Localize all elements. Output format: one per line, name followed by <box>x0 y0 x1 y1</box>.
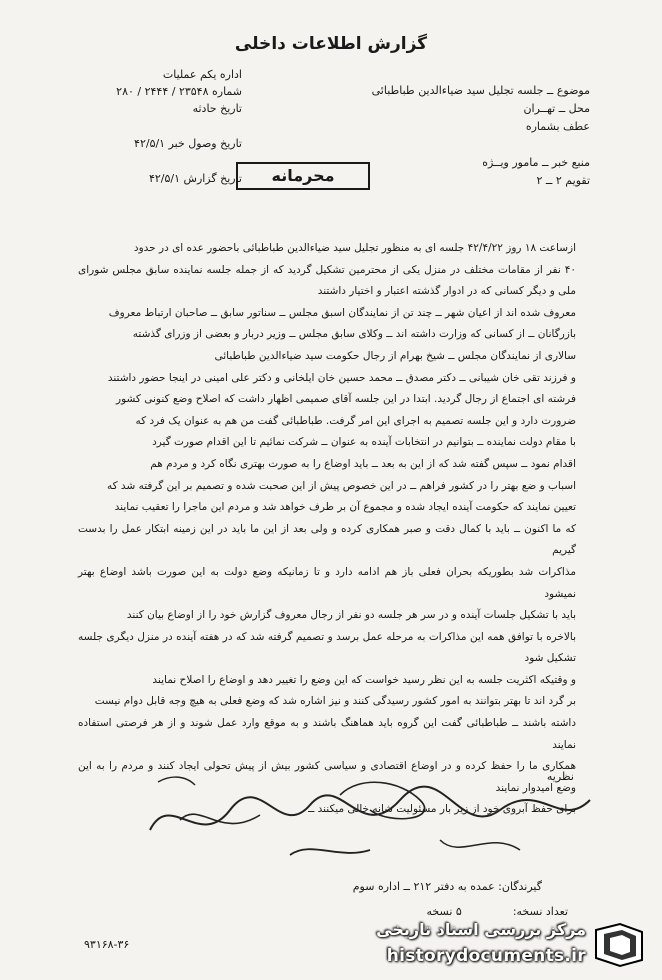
report-date-line: تاریخ گزارش ۴۲/۵/۱ <box>148 172 242 185</box>
body-line: بر گرد اند تا بهتر بتوانند به امور کشور رسیدگی کنند و نیز اشاره شد که وضع فعلی به هیچ وجه قابل دوام نیست <box>94 695 576 708</box>
body-line: بالاخره با توافق همه این مذاکرات به مرحله عمل برسد و تصمیم گرفته شد که در هفته آینده در منزل دیگری جلسه تشکیل شود <box>78 630 576 665</box>
body-line: که ما اکنون ــ باید با کمال دقت و صبر همکاری کرده و ولی بعد از این ما باید در این زمینه ابتکار عمل را بدست گیریم <box>78 522 576 557</box>
body-line: برای حفظ آبروی خود از زیر بار مسئولیت شانه خالی میکنند ــ <box>308 803 576 816</box>
body-line: همکاری ما را حفظ کرده و در اوضاع اقتصادی و سیاسی کشور بیش از پیش تحولی ایجاد کنند و مردم را به این وضع امیدوار نمایند <box>78 760 576 794</box>
place-line: محل ــ تهــران <box>523 102 590 115</box>
body-line: فرشته ای اجتماع از رجال گردید. ابتدا در این جلسه آقای صمیمی اظهار داشت که اصلاح وضع کنونی کشور <box>116 393 576 406</box>
copies-value: ۵ نسخه <box>426 905 462 918</box>
copies-line <box>427 905 568 918</box>
evaluation-line: تقویم ۲ ــ ۲ <box>536 174 590 187</box>
body-line: و وقتیکه اکثریت جلسه به این نظر رسید خواست که این وضع را تغییر دهد و اوضاع را اصلاح نمایند <box>152 673 576 686</box>
watermark-url: historydocuments.ir <box>386 946 586 966</box>
document-code: ۹۳۱۶۸-۳۶ <box>84 938 130 951</box>
body-line: اقدام نمود ــ سپس گفته شد که از این به بعد ــ باید اوضاع را به صورت بهتری نگاه کرد و مردم هم <box>150 457 576 470</box>
archive-logo-icon <box>592 920 646 970</box>
body-line: ضرورت دارد و این جلسه تصمیم به اجرای این امر گرفت. طباطبائی گفت من هم به عنوان یک فرد که <box>135 414 576 427</box>
body-line: باید با تشکیل جلسات آینده و در سر هر جلسه دو نفر از رجال معروف گزارش خود را از اوضاع بیان کنند <box>126 609 576 622</box>
body-line: بازرگانان ــ از کسانی که وزارت داشته اند ــ وکلای سابق مجلس ــ وزیر دربار و بعضی از وزرای گذشته <box>132 328 576 341</box>
source-line: منبع خبر ــ مامور ویــژه <box>482 156 590 169</box>
body-line: اسباب و ضع بهتر را در کشور فراهم ــ در این خصوص پیش از این صحبت شده و تصمیم بر این گرفته شد که <box>106 479 576 492</box>
related-number-line: عطف بشماره <box>525 120 590 133</box>
department-line: اداره یکم عملیات <box>162 68 242 81</box>
watermark <box>348 918 648 972</box>
body-line: با مقام دولت نماینده ــ بتوانیم در انتخابات آینده به عنوان ــ شرکت نمائیم تا این اقدام صورت گیرد <box>152 436 576 449</box>
body-line: تعیین نمایند که حکومت آینده ایجاد شده و مجموع آن بر طرف خواهد شد و مردم این ماجرا را تعقیب نمایند <box>114 501 576 514</box>
document-title: گزارش اطلاعات داخلی <box>234 34 428 54</box>
body-line: و فرزند تقی خان شیبانی ــ دکتر مصدق ــ محمد حسین خان ایلخانی و دکتر علی امینی در اینجا حضور داشتند <box>107 371 576 384</box>
number-line: شماره ۲۳۵۴۸ / ۲۴۴۴ / ۲۸۰ <box>116 85 242 98</box>
body-line: مذاکرات شد بطوریکه بحران فعلی باز هم ادامه دارد و تا زمانیکه وضع دولت به این صورت باشد اوضاع بهتر نمیشود <box>78 565 576 600</box>
handwritten-signature <box>140 770 600 870</box>
confidential-stamp: محرمانه <box>236 162 370 190</box>
body-line: ۴۰ نفر از مقامات مختلف در منزل یکی از محترمین تشکیل گردید که از جمله جلسه نماینده سابق مجلس شورای ملی و دیگر کسانی که در ادوار گذشته اعتبار و اختیار داشتند <box>78 263 576 298</box>
receipt-date-line: تاریخ وصول خبر ۴۲/۵/۱ <box>134 137 242 150</box>
body-line: داشته باشند ــ طباطبائی گفت این گروه باید هماهنگ باشند و به موقع وارد عمل شوند و از هر فرصتی استفاده نمایند <box>78 717 576 751</box>
subject-line: موضوع ــ جلسه تجلیل سید ضیاءالدین طباطبائی <box>371 84 590 97</box>
body-line: ازساعت ۱۸ روز ۴۲/۴/۲۲ جلسه ای به منظور تجلیل سید ضیاءالدین طباطبائی باحضور عده ای در حدود <box>133 242 576 254</box>
recipients-line: گیرندگان: عمده به دفتر ۲۱۲ ــ اداره سوم <box>352 880 542 893</box>
document-meta-left <box>62 66 242 187</box>
copies-label: تعداد نسخه: <box>512 905 568 918</box>
report-body <box>78 238 576 821</box>
body-line: معروف شده اند از اعیان شهر ــ چند تن از نمایندگان اسبق مجلس ــ سناتور سابق ــ صاحبان ارتباط معروف <box>108 306 576 319</box>
event-date-line: تاریخ حادثه <box>192 102 242 115</box>
opinion-label: نظریه <box>546 770 574 783</box>
watermark-title: مرکز بررسی اسناد تاریخی <box>376 920 586 939</box>
body-line: سالاری از نمایندگان مجلس ــ شیخ بهرام از رجال حکومت سید ضیاءالدین طباطبائی <box>214 349 576 362</box>
